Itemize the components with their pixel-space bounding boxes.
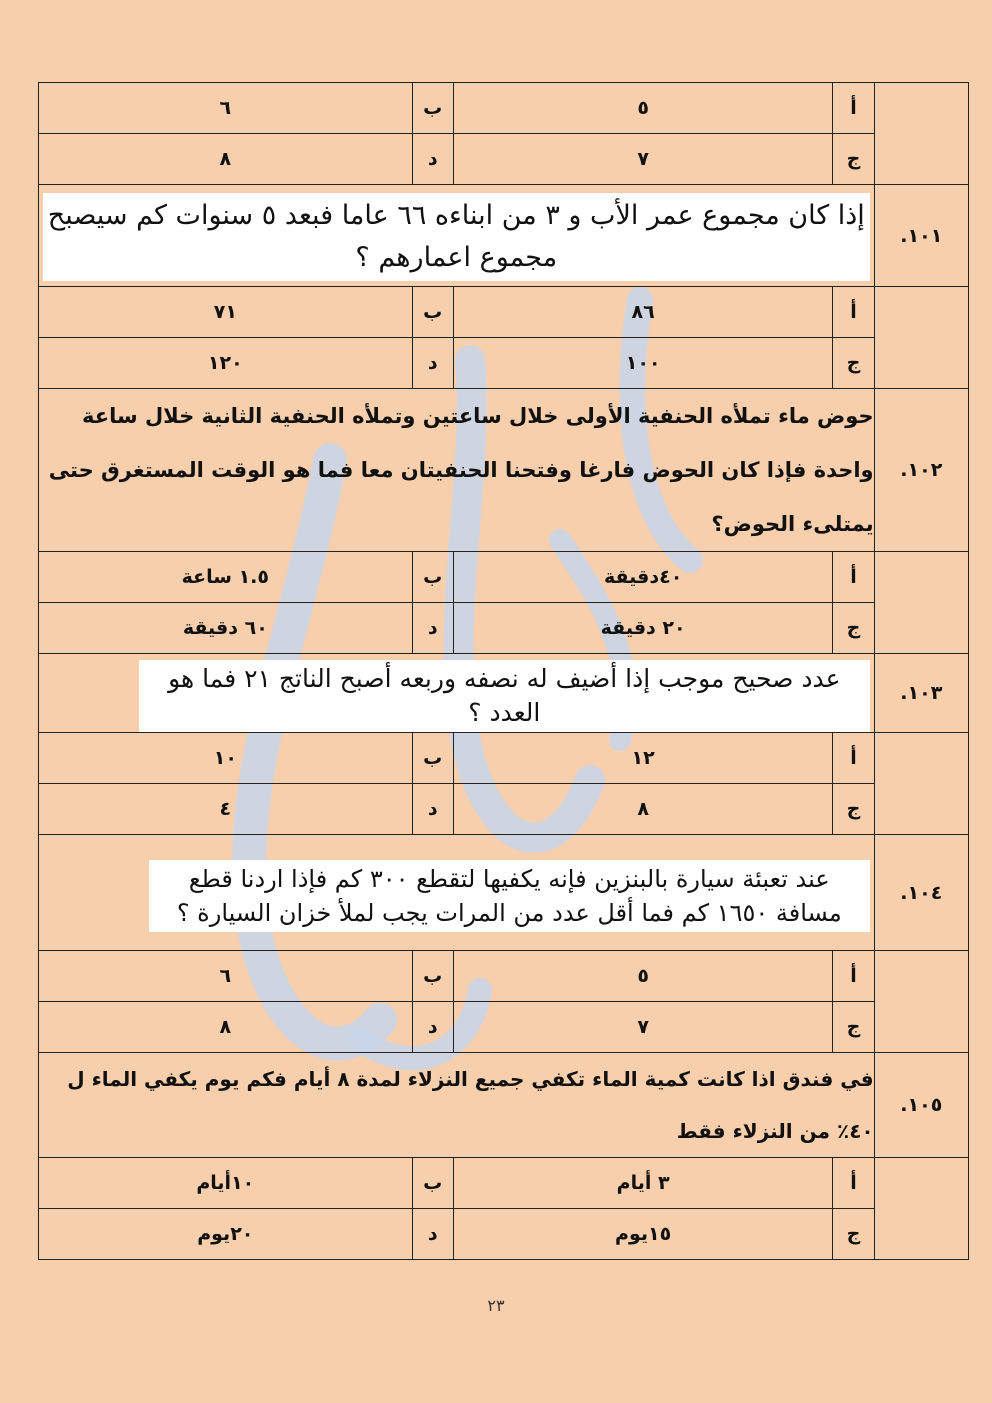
option-value: ١.٥ ساعة (39, 552, 413, 603)
option-label: ب (412, 1158, 453, 1209)
option-label: أ (833, 287, 874, 338)
question-number: ١٠٣. (874, 654, 968, 733)
question-number: ١٠١. (874, 185, 968, 287)
options-row (39, 784, 969, 835)
option-label: أ (833, 1158, 874, 1209)
option-value: ٤٠دقيقة (453, 552, 833, 603)
options-row (39, 83, 969, 134)
question-text: عدد صحيح موجب إذا أضيف له نصفه وربعه أصبح الناتج ٢١ فما هو العدد ؟ (139, 660, 870, 732)
option-label: ج (833, 1209, 874, 1260)
option-label: د (412, 1209, 453, 1260)
option-label: د (412, 784, 453, 835)
options-row (39, 287, 969, 338)
option-value: ٥ (453, 951, 833, 1002)
option-label: د (412, 1002, 453, 1053)
option-value: ٦٠ دقيقة (39, 603, 413, 654)
option-label: أ (833, 951, 874, 1002)
option-value: ٨ (453, 784, 833, 835)
option-value: ١٠ (39, 733, 413, 784)
option-value: ١٠٠ (453, 338, 833, 389)
option-value: ١٥يوم (453, 1209, 833, 1260)
question-text: في فندق اذا كانت كمية الماء تكفي جميع النزلاء لمدة ٨ أيام فكم يوم يكفي الماء ل ٤٠٪ من النزلاء فقط (67, 1067, 874, 1143)
options-row (39, 603, 969, 654)
question-row (39, 835, 969, 951)
question-number-cell (874, 83, 968, 185)
question-text: عند تعبئة سيارة بالبنزين فإنه يكفيها لتقطع ٣٠٠ كم فإذا اردنا قطع مسافة ١٦٥٠ كم فما أقل عدد من المرات يجب لملأ خزان السيارة ؟ (149, 860, 870, 932)
option-label: ج (833, 603, 874, 654)
question-number: ١٠٥. (874, 1053, 968, 1158)
option-label: ج (833, 1002, 874, 1053)
option-label: د (412, 134, 453, 185)
option-value: ٤ (39, 784, 413, 835)
options-row (39, 1002, 969, 1053)
option-value: ٧ (453, 1002, 833, 1053)
option-value: ٦ (39, 83, 413, 134)
option-label: ج (833, 338, 874, 389)
option-label: د (412, 338, 453, 389)
question-number-cell (874, 951, 968, 1053)
option-label: أ (833, 552, 874, 603)
question-text: إذا كان مجموع عمر الأب و ٣ من ابناءه ٦٦ عاما فبعد ٥ سنوات كم سيصبح مجموع اعمارهم ؟ (43, 193, 870, 281)
option-value: ٢٠ دقيقة (453, 603, 833, 654)
option-value: ٦ (39, 951, 413, 1002)
option-value: ٧ (453, 134, 833, 185)
question-row (39, 1053, 969, 1158)
option-label: أ (833, 83, 874, 134)
options-row (39, 951, 969, 1002)
question-row (39, 389, 969, 552)
options-row (39, 134, 969, 185)
option-value: ٥ (453, 83, 833, 134)
question-row (39, 185, 969, 287)
question-text: حوض ماء تملأه الحنفية الأولى خلال ساعتين وتملأه الحنفية الثانية خلال ساعة واحدة فإذا كان الحوض فارغا وفتحنا الحنفيتان معا فما هو الوقت المستغرق حتى يمتلىء الحوض؟ (48, 404, 874, 536)
question-number-cell (874, 287, 968, 389)
option-value: ٢٠يوم (39, 1209, 413, 1260)
option-label: ب (412, 83, 453, 134)
option-label: ج (833, 134, 874, 185)
question-number-cell (874, 552, 968, 654)
question-number: ١٠٢. (874, 389, 968, 552)
question-number-cell (874, 733, 968, 835)
option-value: ١٢ (453, 733, 833, 784)
option-label: ج (833, 784, 874, 835)
option-label: ب (412, 552, 453, 603)
question-number: ١٠٤. (874, 835, 968, 951)
option-value: ١٢٠ (39, 338, 413, 389)
option-label: ب (412, 287, 453, 338)
option-label: ب (412, 951, 453, 1002)
option-value: ١٠أيام (39, 1158, 413, 1209)
page-number: ٢٣ (487, 1296, 505, 1315)
option-value: ٨ (39, 1002, 413, 1053)
option-value: ٧١ (39, 287, 413, 338)
options-row (39, 338, 969, 389)
option-value: ٨ (39, 134, 413, 185)
option-value: ٣ أيام (453, 1158, 833, 1209)
option-label: أ (833, 733, 874, 784)
options-row (39, 1209, 969, 1260)
options-row (39, 552, 969, 603)
questions-table (38, 82, 969, 1260)
options-row (39, 1158, 969, 1209)
option-label: د (412, 603, 453, 654)
question-row (39, 654, 969, 733)
options-row (39, 733, 969, 784)
question-number-cell (874, 1158, 968, 1260)
option-label: ب (412, 733, 453, 784)
option-value: ٨٦ (453, 287, 833, 338)
